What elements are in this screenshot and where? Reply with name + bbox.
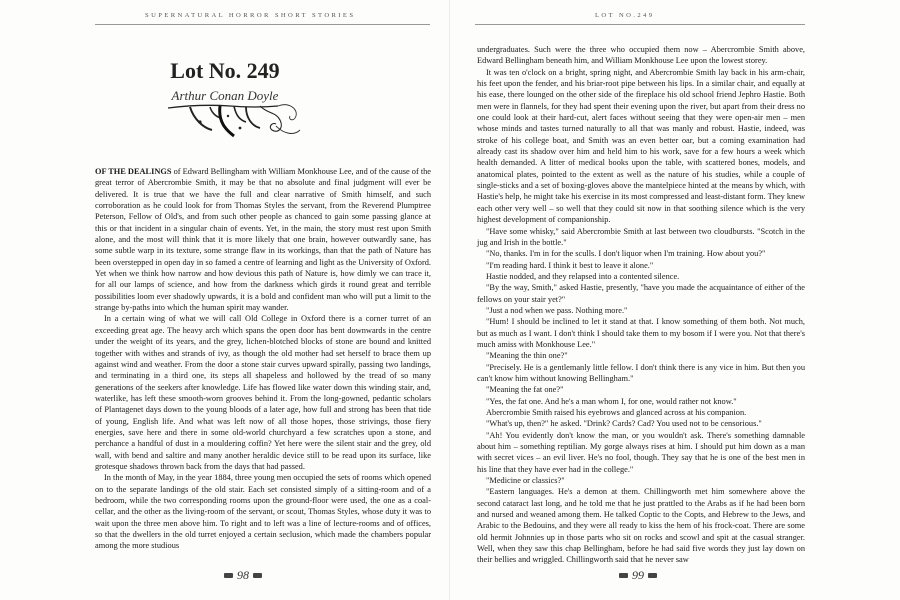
paragraph: "Just a nod when we pass. Nothing more." — [486, 305, 628, 315]
paragraph: undergraduates. Such were the three who occupied them now – Abercrombie Smith above, Edward Bellingham beneath him, and William Monkhouse Lee upon the lowest storey. — [477, 45, 805, 66]
running-head: LOT NO.249 — [595, 12, 655, 19]
paragraph: "Meaning the fat one?" — [486, 385, 564, 395]
paragraph: "Eastern languages. He's a demon at them. Chillingworth met him somewhere above the second cataract last long, and he told me that he just prattled to the Arabs as if he had been born and nursed and weaned among them. He talked Coptic to the Copts, and Hebrew to the Jews, and Arabic to the Bedouins, and they were all ready to kiss the hem of his frock-coat. There are some old hermit Johnnies up in those parts who sit on rocks and scowl and spit at the casual stranger. Well, when they saw this chap Bellingham, before he had said five words they just lay down on their bellies and wriggled. Chillingworth said that he never saw — [477, 487, 805, 565]
body-text — [477, 44, 805, 566]
author-name: Arthur Conan Doyle — [171, 88, 279, 103]
paragraph: Hastie nodded, and they relapsed into a contented silence. — [486, 271, 680, 281]
paragraph: "Precisely. He is a gentlemanly little fellow. I don't think there is any vice in him. But then you can't know him without knowing Bellingham." — [477, 362, 805, 383]
paragraph: "What's up, then?" he asked. "Drink? Cards? Cad? You used not to be censorious." — [486, 419, 762, 429]
folio-ornament-icon — [253, 573, 262, 578]
right-page — [450, 0, 900, 600]
paragraph: In the month of May, in the year 1884, three young men occupied the sets of rooms which opened on to the separate landings of the old stair. Each set consisted simply of a sitting-room and of a bedroom, while the two corresponding rooms upon the ground-floor were used, the one as a coal-cellar, and the other as the living-room of the servant, or scout, Thomas Styles, whose duty it was to wait upon the three men above him. To right and to left was a line of lecture-rooms and of offices, so that the dwellers in the old turret enjoyed a certain seclusion, which made the chambers popular among the more studious — [95, 473, 431, 551]
page-number: 99 — [619, 568, 657, 583]
paragraph: "I'm reading hard. I think it best to leave it alone." — [486, 260, 654, 270]
paragraph: "Ah! You evidently don't know the man, or you wouldn't ask. There's something damnable about him – something reptilian. My gorge always rises at him. I should put him down as a man with secret vices – an evil liver. He's no fool, though. They say that he is one of the best men in his line that they have ever had in the college." — [477, 430, 805, 474]
paragraph: "Meaning the thin one?" — [486, 351, 568, 361]
paragraph: OF THE DEALINGS of Edward Bellingham with William Monkhouse Lee, and of the cause of the great terror of Abercrombie Smith, it may be that no absolute and final judgment will ever be delivered. It is true that we have the full and clear narrative of Smith himself, and such corroboration as he could look for from Thomas Styles the servant, from the Reverend Plumptree Peterson, Fellow of Old's, and from such other people as chanced to gain some passing glance at this or that incident in a singular chain of events. Yet, in the main, the story must rest upon Smith alone, and the most will think that it is more likely that one brain, however outwardly sane, has some subtle warp in its texture, some strange flaw in its workings, than that the path of Nature has been overstepped in open day in so famed a centre of learning and light as the University of Oxford. Yet when we think how narrow and how devious this path of Nature is, how dimly we can trace it, for all our lamps of science, and how from the darkness which girds it round great and terrible possibilities loom ever shadowly upwards, it is a bold and confident man who will put a limit to the strange by-paths into which the human spirit may wander. — [95, 167, 432, 313]
folio-ornament-icon — [648, 573, 657, 578]
page-number: 98 — [224, 568, 262, 583]
paragraph: "By the way, Smith," asked Hastie, presently, "have you made the acquaintance of either of the fellows on your stair yet?" — [477, 283, 805, 304]
header-rule — [95, 24, 430, 25]
paragraph: Abercrombie Smith raised his eyebrows and glanced across at his companion. — [486, 408, 747, 417]
paragraph: It was ten o'clock on a bright, spring night, and Abercrombie Smith lay back in his arm-chair, his feet upon the fender, and his briar-root pipe between his lips. In a similar chair, and equally at his ease, there lounged on the other side of the fireplace his old school friend Jephro Hastie. Both men were in flannels, for they had spent their evening upon the river, but apart from their dress no one could look at their hard-cut, alert faces without seeing that they were open-air men – men whose minds and tastes turned naturally to all that was manly and robust. Hastie, indeed, was stroke of his college boat, and Smith was an even better oar, but a coming examination had already cast its shadow over him and held him to his work, save for a few hours a week which health demanded. A litter of medical books upon the table, with scattered bones, models, and anatomical plates, pointed to the extent as well as the nature of his studies, while a couple of single-sticks and a set of boxing-gloves above the mantelpiece hinted at the means by which, with Hastie's help, he might take his exercise in its most compressed and least-distant form. They knew each other very well – so well that they could sit now in that soothing silence which is the very highest development of companionship. — [477, 67, 805, 225]
paragraph: "Yes, the fat one. And he's a man whom I, for one, would rather not know." — [486, 396, 737, 406]
folio-ornament-icon — [224, 573, 233, 578]
folio-ornament-icon — [619, 573, 628, 578]
running-head: SUPERNATURAL HORROR SHORT STORIES — [145, 12, 356, 19]
flourish-ornament-icon — [160, 100, 310, 142]
paragraph: "Medicine or classics?" — [486, 476, 565, 486]
body-text — [95, 166, 431, 552]
paragraph: In a certain wing of what we will call Old College in Oxford there is a corner turret of an exceeding great age. The heavy arch which spans the open door has bent downwards in the centre under the weight of its years, and the grey, lichen-blotched blocks of stone are bound and knitted together with withes and strands of ivy, as though the old mother had set herself to brace them up against wind and weather. From the door a stone stair curves upward spirally, passing two landings, and terminating in a third one, its steps all shapeless and hollowed by the tread of so many generations of the seekers after knowledge. Life has flowed like water down this winding stair, and, waterlike, has left these smooth-worn grooves behind it. From the long-gowned, pedantic scholars of Plantagenet days down to the young bloods of a later age, how full and strong has been that tide of young, English life. And what was left now of all those hopes, those strivings, those fiery energies, save here and there in some old-world churchyard a few scratches upon a stone, and perchance a handful of dust in a mouldering coffin? Yet here were the silent stair and the grey, old wall, with bend and saltire and many another heraldic device still to be read upon its surface, like grotesque shadows thrown back from the days that had passed. — [95, 314, 431, 471]
story-title: Lot No. 249 — [170, 58, 280, 83]
paragraph: "Have some whisky," said Abercrombie Smith at last between two cloudbursts. "Scotch in the jug and Irish in the bottle." — [477, 226, 805, 247]
lead-in: OF THE DEALINGS — [95, 167, 172, 176]
header-rule — [475, 24, 805, 25]
paragraph: "No, thanks. I'm in for the sculls. I don't liquor when I'm training. How about you?" — [486, 249, 766, 259]
paragraph: "Hum! I should be inclined to let it stand at that. I know something of them both. Not much, but as much as I want. I don't think I should take them to my bosom if I were you. Not that there's much amiss with Monkhouse Lee." — [477, 317, 805, 349]
